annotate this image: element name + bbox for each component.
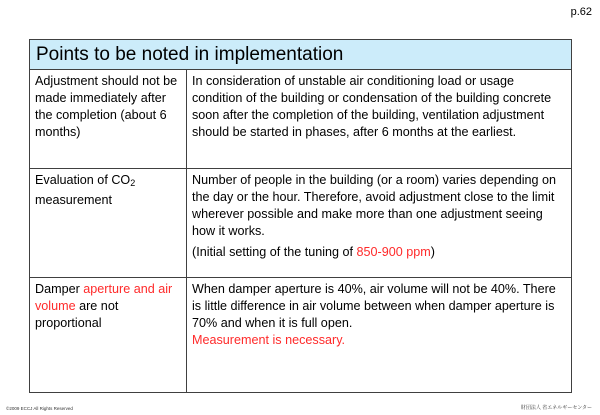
table-title-row <box>30 40 572 70</box>
copyright: ©2009 ECCJ All Rights Reserved <box>6 406 73 411</box>
table-row <box>30 70 572 169</box>
row-heading-text: measurement <box>35 193 112 207</box>
row-description-text: Number of people in the building (or a room) varies depending on the day or the hour. Therefore, avoid adjustment close to the limit wherever possible and make more than one adjustment seeing how it works. <box>192 173 557 238</box>
note-text: (Initial setting of the tuning of <box>192 245 357 259</box>
note-text: ) <box>430 245 435 259</box>
table-row <box>30 278 572 393</box>
page-number: p.62 <box>570 6 592 18</box>
row-description <box>187 169 572 278</box>
row-heading <box>30 278 187 393</box>
initial-setting-note <box>192 244 567 261</box>
measurement-highlight: Measurement is necessary. <box>192 333 346 347</box>
row-heading: Adjustment should not be made immediately after the completion (about 6 months) <box>30 70 187 169</box>
table-title: Points to be noted in implementation <box>30 40 572 70</box>
row-heading-text: are not proportional <box>35 299 119 330</box>
subscript-2: 2 <box>130 178 136 188</box>
organization-name: 財団法人 省エネルギーセンター <box>520 405 592 411</box>
notes-table <box>29 39 572 393</box>
ppm-highlight: 850-900 ppm <box>356 245 431 259</box>
row-heading-text: Evaluation of CO <box>35 173 131 187</box>
row-description <box>187 278 572 393</box>
row-heading-text: Damper <box>35 282 84 296</box>
aperture-highlight: aperture and air volume <box>35 282 173 313</box>
row-heading <box>30 169 187 278</box>
row-description: In consideration of unstable air conditioning load or usage condition of the building or condensation of the building concrete soon after the completion of the building, ventilation adjustment should be started in phases, after 6 months at the earliest. <box>187 70 572 169</box>
row-description-text: When damper aperture is 40%, air volume will not be 40%. There is little difference in air volume between when damper aperture is 70% and when it is full open. <box>192 282 556 330</box>
table-row <box>30 169 572 278</box>
